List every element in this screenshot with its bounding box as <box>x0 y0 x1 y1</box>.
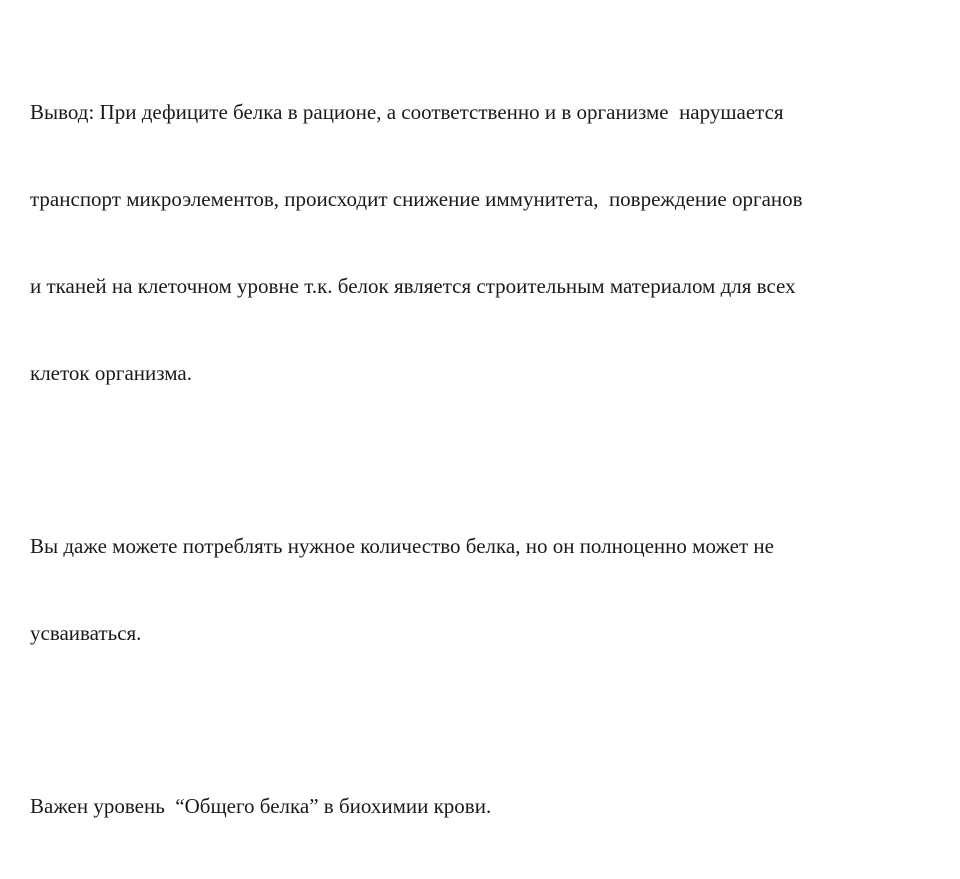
conclusion-line: и тканей на клеточном уровне т.к. белок является строительным материалом для всех <box>30 274 796 298</box>
conclusion-line: Вывод: При дефиците белка в рационе, а соответственно и в организме нарушается <box>30 100 784 124</box>
conclusion-line: клеток организма. <box>30 361 192 385</box>
conclusion-line: транспорт микроэлементов, происходит снижение иммунитета, повреждение органов <box>30 187 803 211</box>
absorption-line: Вы даже можете потреблять нужное количество белка, но он полноценно может не <box>30 534 774 558</box>
paragraph-spacer <box>30 446 930 474</box>
slide-text-body <box>30 40 930 879</box>
absorption-paragraph <box>30 474 930 706</box>
total-protein-line: Важен уровень “Общего белка” в биохимии крови. <box>30 794 492 818</box>
conclusion-paragraph <box>30 40 930 446</box>
total-protein-paragraph <box>30 734 930 879</box>
absorption-line: усваиваться. <box>30 621 142 645</box>
paragraph-spacer <box>30 706 930 734</box>
